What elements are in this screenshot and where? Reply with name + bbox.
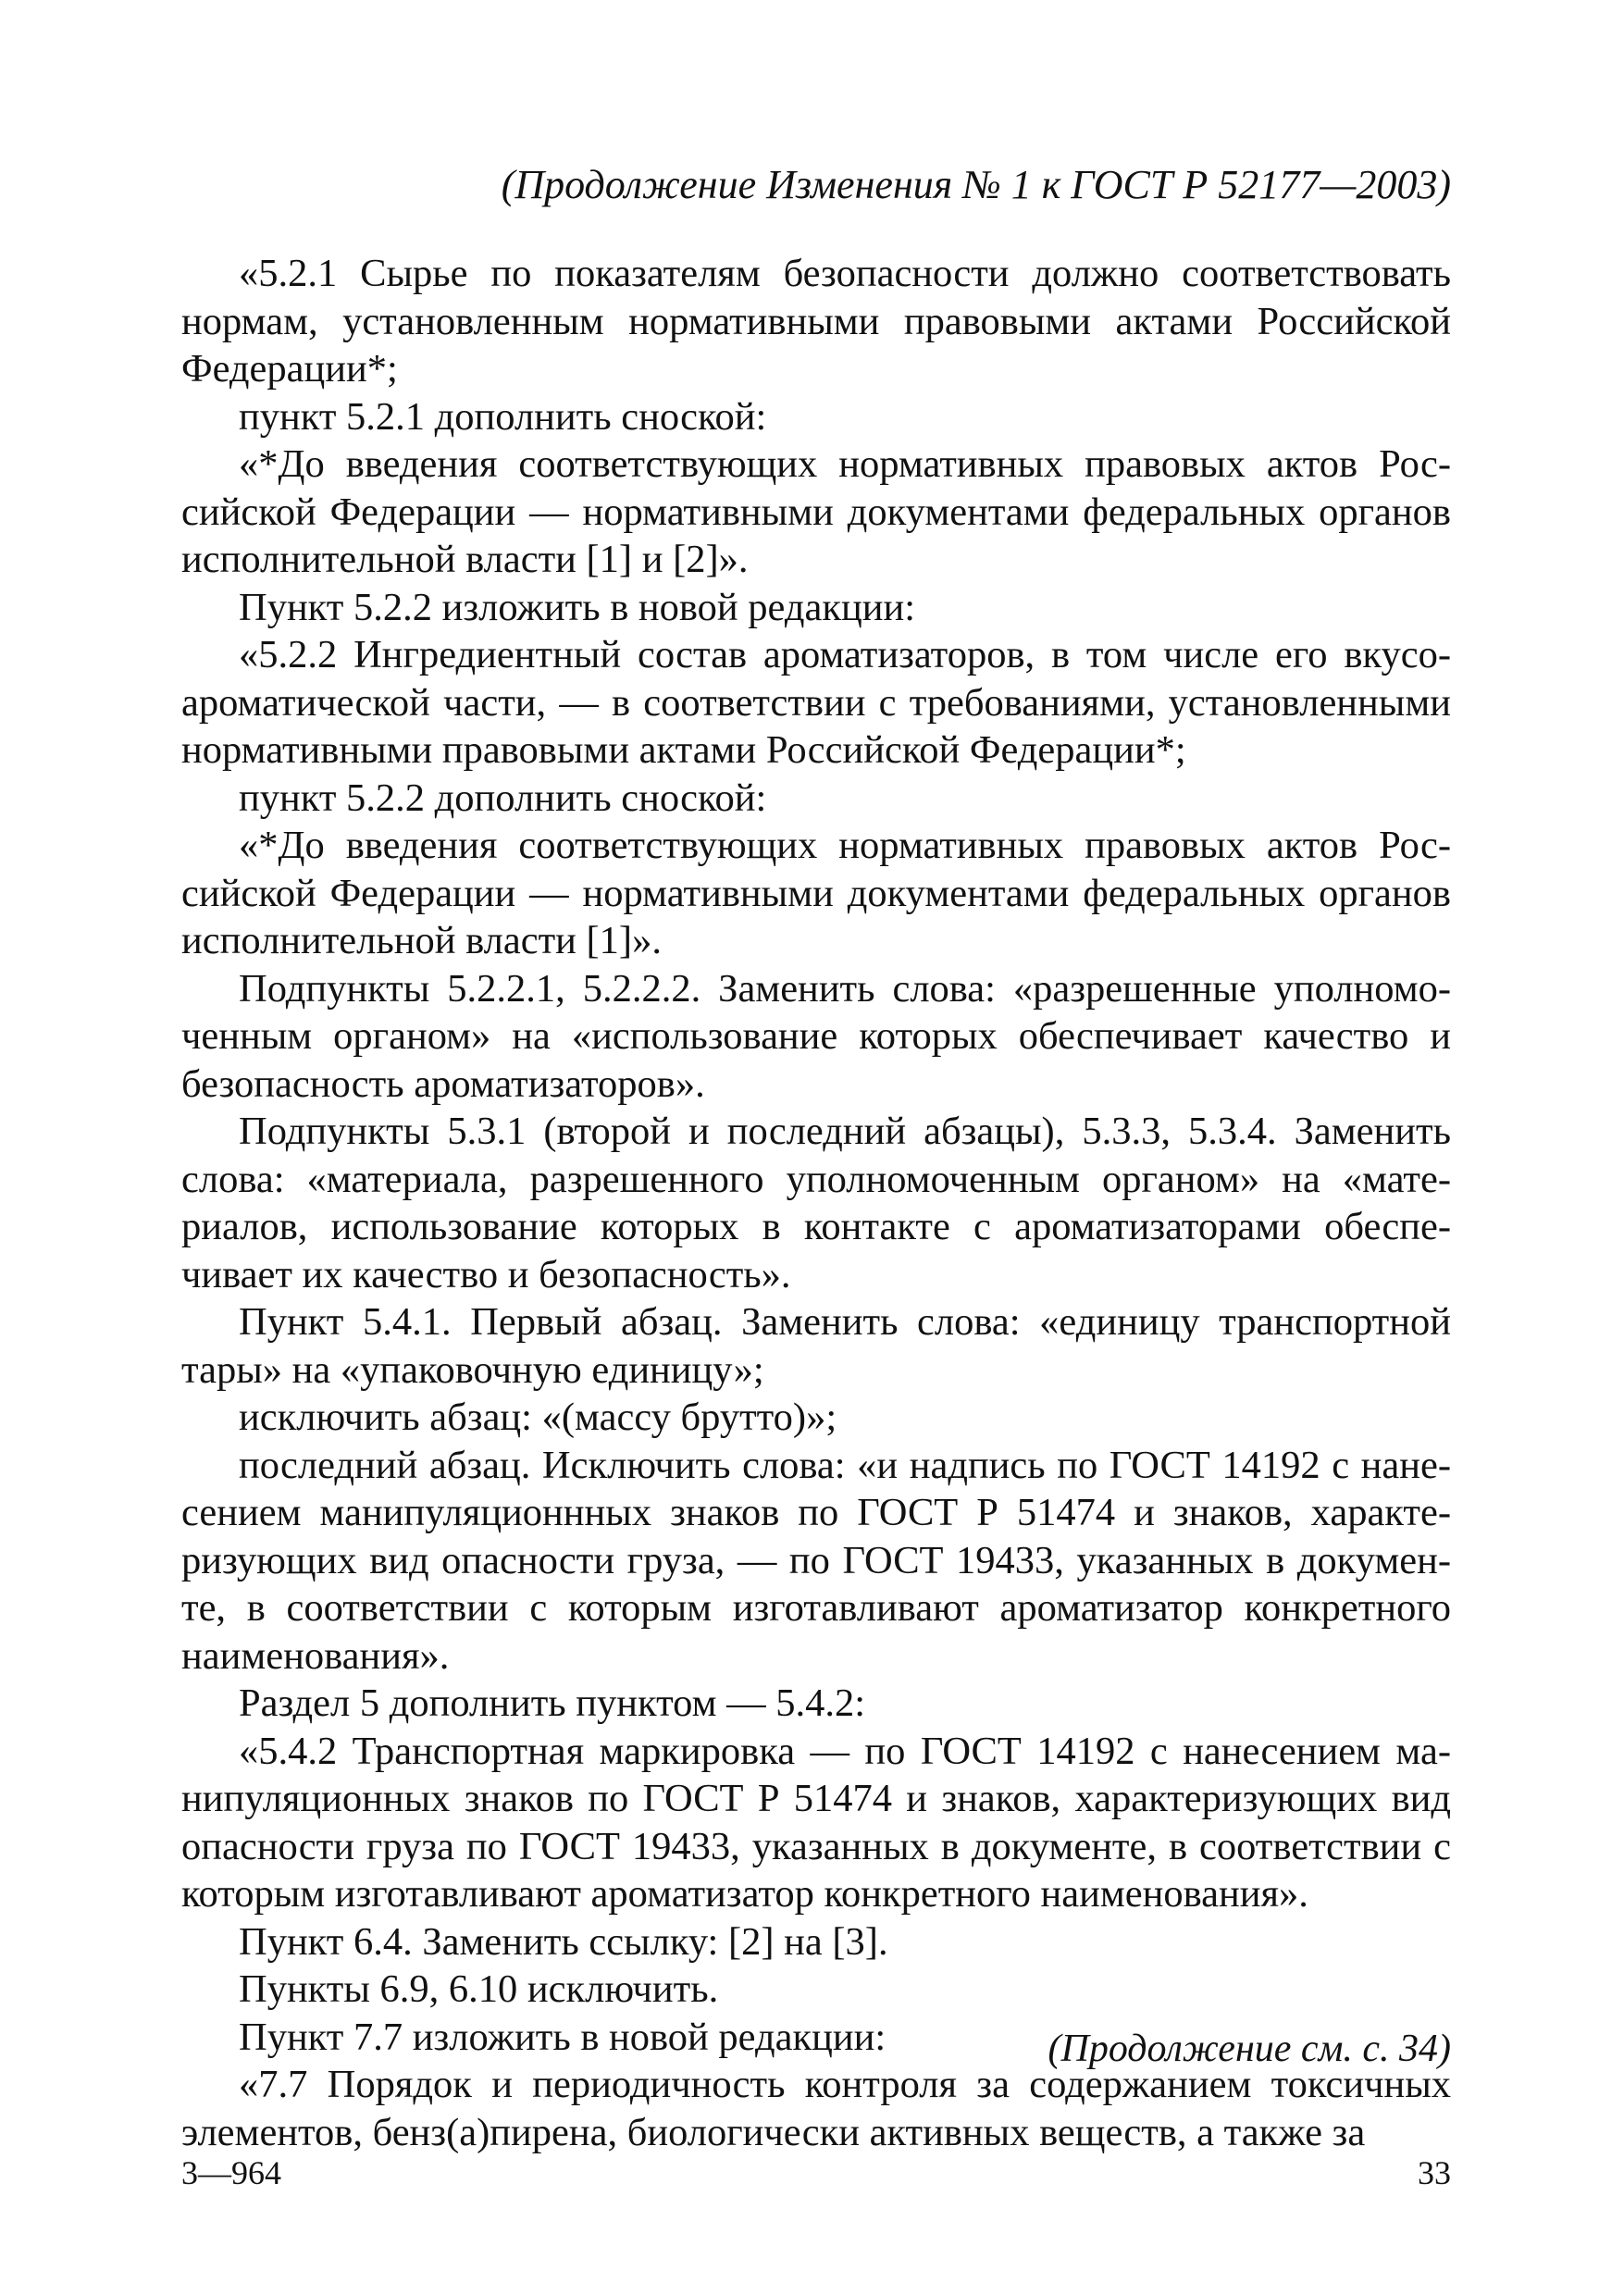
paragraph: «*До введения соответствующих нормативных правовых актов Российской Федерации — нормативными документами федеральных органов исполнительной власти [1]».: [181, 824, 1451, 962]
paragraph: «7.7 Порядок и периодичность контроля за содержанием токсичных элементов, бенз(а)пирена, биологически активных веществ, а также за: [181, 2063, 1451, 2154]
paragraph: Пункт 7.7 изложить в новой редакции:: [239, 2015, 886, 2059]
paragraph: исключить абзац: «(массу брутто)»;: [239, 1396, 837, 1439]
paragraph: «*До введения соответствующих нормативных правовых актов Российской Федерации — нормативными документами федеральных органов исполнительной власти [1] и [2]».: [181, 442, 1451, 581]
paragraph: Подпункты 5.3.1 (второй и последний абзацы), 5.3.3, 5.3.4. Заменить слова: «материала, разрешенного уполномоченным органом» на «материалов, использование которых в контакте с ароматизаторами обеспечивает их качество и безопасность».: [181, 1110, 1451, 1296]
continuation-note: (Продолжение см. с. 34): [1048, 2028, 1451, 2070]
paragraph: Подпункты 5.2.2.1, 5.2.2.2. Заменить слова: «разрешенные уполномоченным органом» на «использование которых обеспечивает качество и безопасность ароматизаторов».: [181, 966, 1451, 1106]
page-number: 33: [1418, 2154, 1451, 2191]
paragraph: Пункт 5.4.1. Первый абзац. Заменить слова: «единицу транспортной тары» на «упаковочную единицу»;: [181, 1300, 1451, 1392]
paragraph: Пункт 5.2.2 изложить в новой редакции:: [239, 585, 916, 629]
paragraph: последний абзац. Исключить слова: «и надпись по ГОСТ 14192 с нанесением манипуляционнных знаков по ГОСТ Р 51474 и знаков, характеризующих вид опасности груза, — по ГОСТ 19433, указанных в документе, в соответствии с которым изготавливают ароматизатор конкретного наименования».: [181, 1443, 1451, 1678]
paragraph: пункт 5.2.1 дополнить сноской:: [239, 394, 767, 439]
paragraph: пункт 5.2.2 дополнить сноской:: [239, 775, 767, 820]
paragraph: «5.2.1 Сырье по показателям безопасности должно соответствовать нормам, установленным нормативными правовыми актами Российской Федерации*;: [181, 252, 1451, 391]
paragraph: «5.4.2 Транспортная маркировка — по ГОСТ 14192 с нанесением манипуляционных знаков по ГОСТ Р 51474 и знаков, характеризующих вид опасности груза по ГОСТ 19433, указанных в документе, в соответствии с которым изготавливают ароматизатор конкретного наименования».: [181, 1729, 1451, 1916]
paragraph: Пункты 6.9, 6.10 исключить.: [239, 1967, 719, 2011]
page-header: (Продолжение Изменения № 1 к ГОСТ Р 52177—2003): [501, 162, 1451, 207]
footer-code: 3—964: [181, 2154, 281, 2191]
document-body: [181, 250, 1451, 2156]
paragraph: Раздел 5 дополнить пунктом — 5.4.2:: [239, 1681, 866, 1725]
paragraph: «5.2.2 Ингредиентный состав ароматизаторов, в том числе его вкусоароматической части, — в соответствии с требованиями, установленными нормативными правовыми актами Российской Федерации*;: [181, 633, 1451, 772]
paragraph: Пункт 6.4. Заменить ссылку: [2] на [3].: [239, 1919, 888, 1964]
